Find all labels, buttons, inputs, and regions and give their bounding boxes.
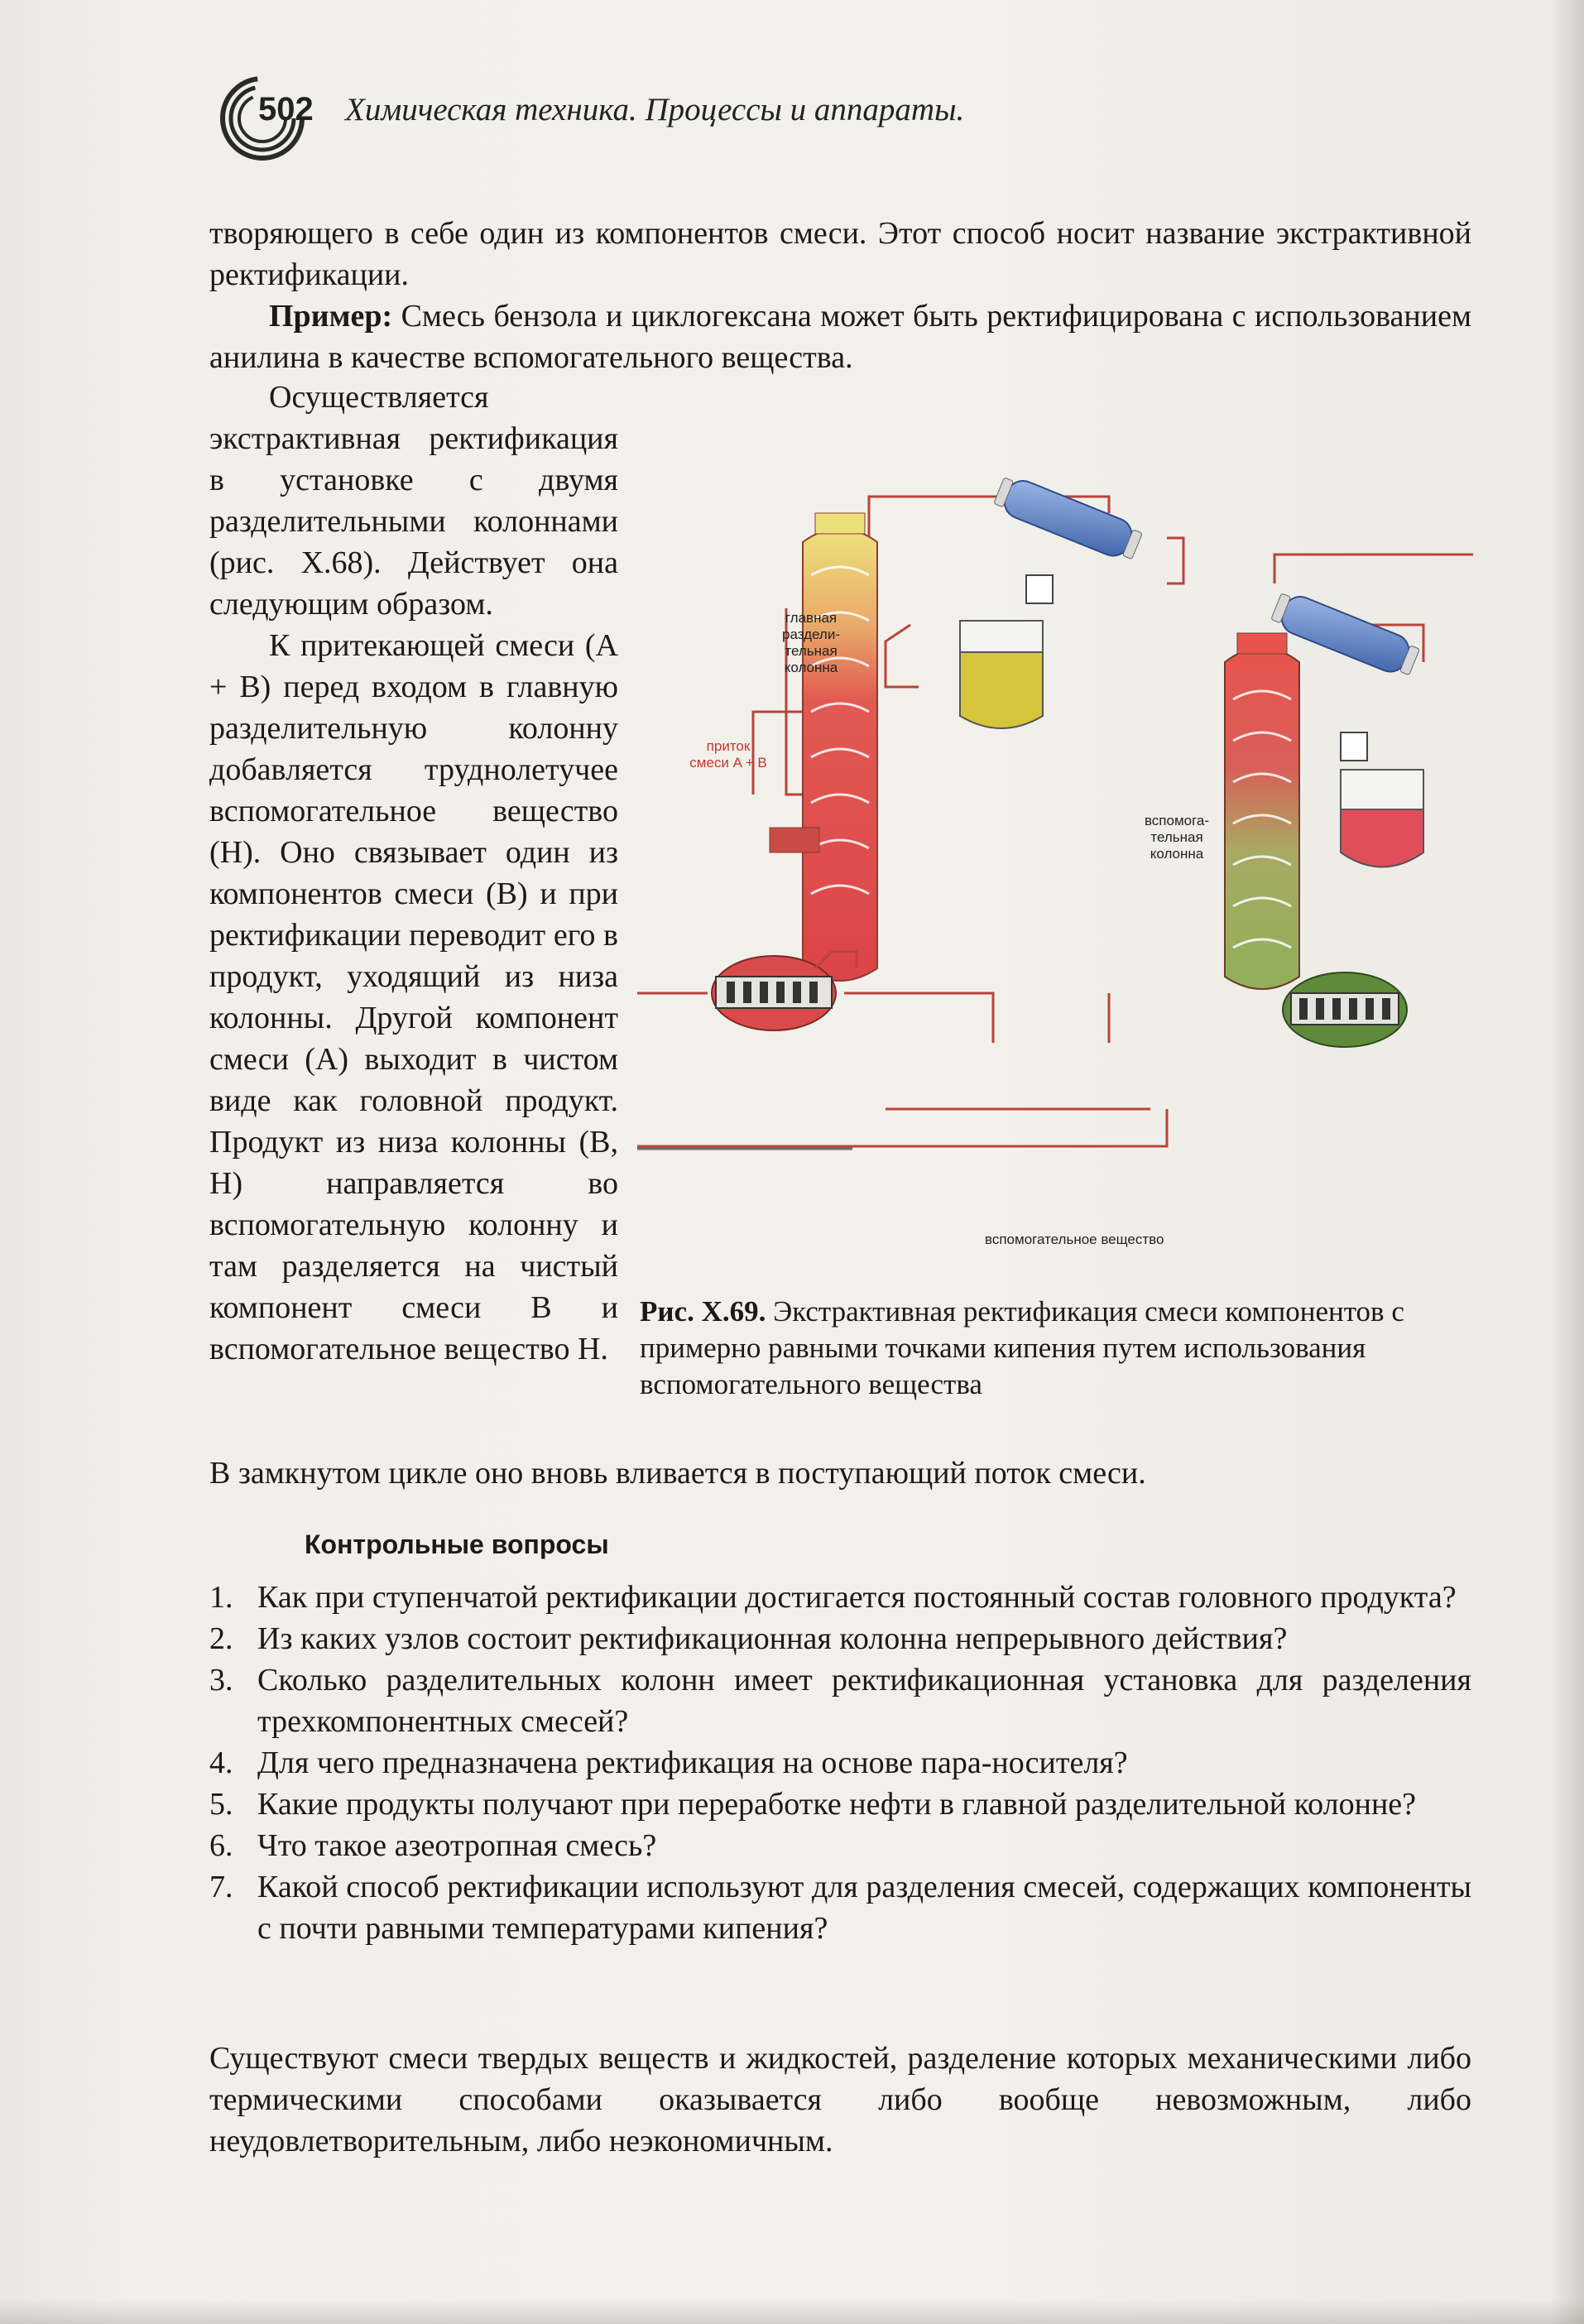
valve-box-main [1026,575,1053,603]
valve-box-aux [1341,732,1367,761]
svg-text:колонна: колонна [784,660,838,675]
svg-text:смеси A + B: смеси A + B [689,755,767,771]
questions-title: Контрольные вопросы [305,1529,609,1559]
questions-list [209,1577,1471,1949]
label-aux-column [1145,813,1209,862]
column-paragraph-1: Осуществляется экстрактивная ректификация в установке с двумя разделительными колоннами (рис. X.68). Действует она следующим образом. [209,380,618,622]
svg-text:вспомога-: вспомога- [1144,813,1210,828]
svg-text:приток: приток [706,738,751,754]
condenser-main [991,473,1144,564]
question-item: 1. Как при ступенчатой ректификации достигается постоянный состав головного продукта? [209,1580,1457,1615]
page-header [217,73,1458,147]
question-item: 5. Какие продукты получают при переработке нефти в главной разделительной колонне? [209,1787,1417,1822]
svg-text:тельная: тельная [785,643,838,659]
question-item: 3. Сколько разделительных колонн имеет ректификационная установка для разделения трехкомпонентных смесей? [209,1663,1471,1739]
left-column-text [209,377,618,1370]
intro-paragraph: творяющего в себе один из компонентов смеси. Этот способ носит название экстрактивной ректификации. [209,216,1471,292]
label-aux-substance: вспомогательное вещество [985,1232,1164,1247]
svg-text:раздели-: раздели- [781,627,841,642]
svg-text:тельная: тельная [1150,829,1203,845]
question-item: 7. Какой способ ректификации используют для разделения смесей, содержащих компоненты с почти равными температурами кипения? [209,1870,1471,1946]
svg-text:колонна: колонна [1150,846,1204,862]
column-paragraph-2: К притекающей смеси (A + B) перед входом в главную разделительную колонну добавляется труднолетучее вспомогательное вещество (H). Оно связывает один из компонентов смеси (B) и при ректификации переводит его в продукт, уходящий из низа колонны. Другой компонент смеси (A) выходит в чистом виде как головной продукт. Продукт из низа колонны (B, H) направляется во вспомогательную колонну и там разделяется на чистый компонент смеси B и вспомогательное вещество H. [209,628,618,1366]
aux-column [1225,633,1299,989]
caption-label: Рис. X.69. [640,1295,766,1328]
extractive-rectification-figure [637,463,1473,1291]
running-title: Химическая техника. Процессы и аппараты. [345,92,965,127]
continuation-paragraph: В замкнутом цикле оно вновь вливается в поступающий поток смеси. [209,1456,1146,1491]
caption-text: Экстрактивная ректификация смеси компонентов с примерно равными точками кипения путем использования вспомогательного вещества [640,1295,1404,1400]
label-main-column [782,610,840,675]
question-item: 2. Из каких узлов состоит ректификационная колонна непрерывного действия? [209,1621,1288,1656]
receiver-yellow [960,621,1043,728]
example-label: Пример: [269,299,393,334]
page-bottom-shadow [0,2299,1584,2324]
svg-text:главная: главная [785,610,838,626]
figure-caption [640,1294,1476,1403]
example-text: Смесь бензола и циклогексана может быть ректифицирована с использованием анилина в качестве вспомогательного вещества. [209,299,1471,375]
question-item: 6. Что такое азеотропная смесь? [209,1828,657,1863]
final-paragraph: Существуют смеси твердых веществ и жидкостей, разделение которых механическими либо термическими способами оказывается либо вообще невозможным, либо неудовлетворительным, либо неэкономичным. [209,2041,1471,2158]
label-feed [689,738,766,771]
receiver-red [1341,770,1423,867]
example-paragraph [209,295,1471,378]
reboiler-aux [1283,972,1407,1047]
page-edge-shadow [1551,0,1584,2324]
page-number: 502 [258,91,314,127]
question-item: 4. Для чего предназначена ректификация на основе пара-носителя? [209,1745,1128,1780]
